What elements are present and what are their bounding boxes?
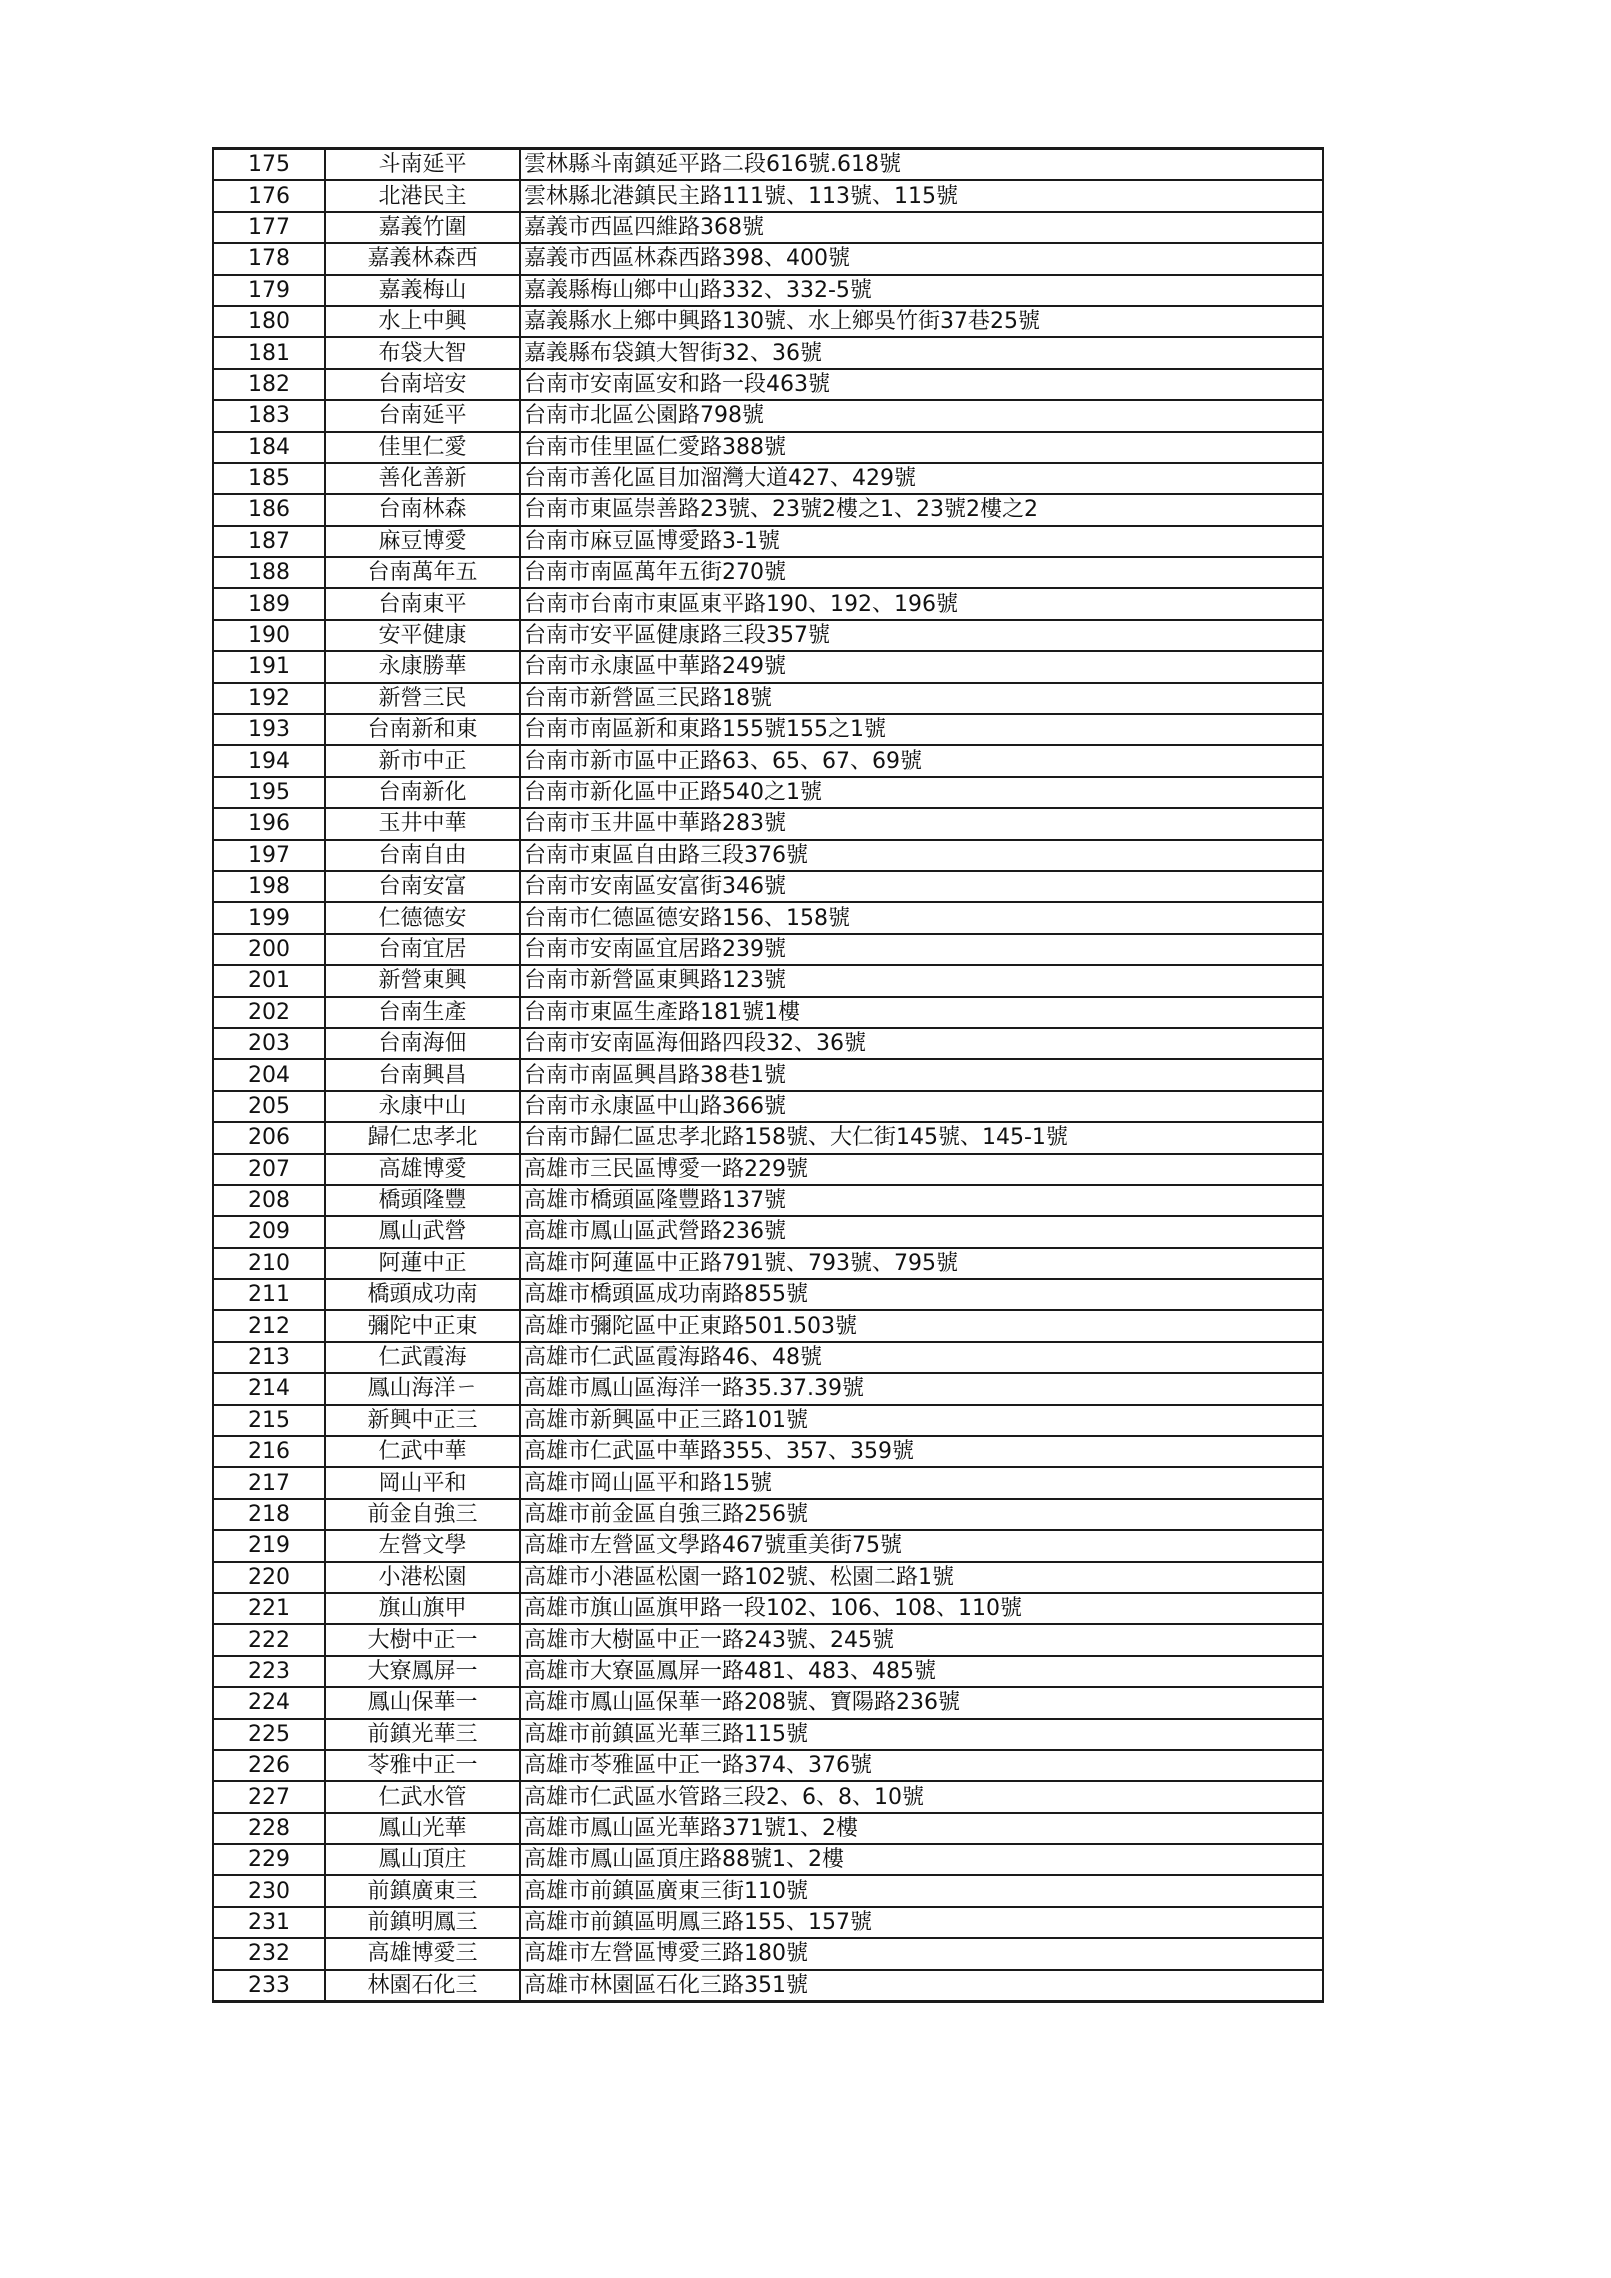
store-name-cell: 嘉義梅山 (325, 275, 520, 306)
store-name-cell: 台南培安 (325, 369, 520, 400)
row-number-cell: 214 (213, 1373, 325, 1404)
table-row (213, 306, 1323, 337)
table-row (213, 463, 1323, 494)
row-number-cell: 224 (213, 1687, 325, 1718)
row-number-cell: 191 (213, 651, 325, 682)
row-number-cell: 201 (213, 965, 325, 996)
store-name-cell: 新營三民 (325, 683, 520, 714)
row-number-cell: 196 (213, 808, 325, 839)
row-number-cell: 229 (213, 1844, 325, 1875)
address-cell: 台南市歸仁區忠孝北路158號、大仁街145號、145-1號 (520, 1122, 1323, 1153)
address-cell: 台南市安南區宜居路239號 (520, 934, 1323, 965)
store-name-cell: 永康中山 (325, 1091, 520, 1122)
row-number-cell: 212 (213, 1310, 325, 1341)
store-name-cell: 鳳山保華一 (325, 1687, 520, 1718)
table-row (213, 965, 1323, 996)
address-cell: 雲林縣斗南鎮延平路二段616號.618號 (520, 149, 1323, 181)
row-number-cell: 181 (213, 337, 325, 368)
row-number-cell: 202 (213, 997, 325, 1028)
table-row (213, 1562, 1323, 1593)
store-name-cell: 台南林森 (325, 494, 520, 525)
store-name-cell: 阿蓮中正 (325, 1248, 520, 1279)
row-number-cell: 197 (213, 840, 325, 871)
table-row (213, 1467, 1323, 1498)
store-name-cell: 鳳山海洋ㄧ (325, 1373, 520, 1404)
store-name-cell: 彌陀中正東 (325, 1310, 520, 1341)
store-name-cell: 嘉義竹圍 (325, 212, 520, 243)
row-number-cell: 230 (213, 1875, 325, 1906)
store-name-cell: 仁德德安 (325, 902, 520, 933)
row-number-cell: 192 (213, 683, 325, 714)
store-name-cell: 佳里仁愛 (325, 432, 520, 463)
table-row (213, 1373, 1323, 1404)
address-cell: 台南市新營區東興路123號 (520, 965, 1323, 996)
table-row (213, 1624, 1323, 1655)
address-cell: 高雄市大寮區鳳屏一路481、483、485號 (520, 1656, 1323, 1687)
address-cell: 高雄市岡山區平和路15號 (520, 1467, 1323, 1498)
row-number-cell: 190 (213, 620, 325, 651)
store-name-cell: 台南安富 (325, 871, 520, 902)
row-number-cell: 226 (213, 1750, 325, 1781)
store-name-cell: 鳳山武營 (325, 1216, 520, 1247)
table-row (213, 1844, 1323, 1875)
address-cell: 高雄市前鎮區廣東三街110號 (520, 1875, 1323, 1906)
address-cell: 台南市永康區中山路366號 (520, 1091, 1323, 1122)
table-row (213, 1687, 1323, 1718)
store-name-cell: 仁武中華 (325, 1436, 520, 1467)
address-cell: 高雄市橋頭區隆豐路137號 (520, 1185, 1323, 1216)
table-row (213, 871, 1323, 902)
address-cell: 嘉義縣梅山鄉中山路332、332-5號 (520, 275, 1323, 306)
table-row (213, 808, 1323, 839)
row-number-cell: 186 (213, 494, 325, 525)
address-cell: 台南市佳里區仁愛路388號 (520, 432, 1323, 463)
address-cell: 高雄市前鎮區光華三路115號 (520, 1719, 1323, 1750)
table-row (213, 1059, 1323, 1090)
store-name-cell: 前鎮光華三 (325, 1719, 520, 1750)
store-name-cell: 台南延平 (325, 400, 520, 431)
address-cell: 台南市新營區三民路18號 (520, 683, 1323, 714)
address-cell: 高雄市小港區松園一路102號、松園二路1號 (520, 1562, 1323, 1593)
store-name-cell: 左營文學 (325, 1530, 520, 1561)
table-row (213, 180, 1323, 211)
address-cell: 台南市安平區健康路三段357號 (520, 620, 1323, 651)
store-name-cell: 台南新化 (325, 777, 520, 808)
table-row (213, 1875, 1323, 1906)
row-number-cell: 189 (213, 588, 325, 619)
table-row (213, 1719, 1323, 1750)
row-number-cell: 232 (213, 1938, 325, 1969)
table-row (213, 526, 1323, 557)
row-number-cell: 227 (213, 1781, 325, 1812)
address-cell: 嘉義市西區四維路368號 (520, 212, 1323, 243)
store-name-cell: 橋頭隆豐 (325, 1185, 520, 1216)
store-name-cell: 小港松園 (325, 1562, 520, 1593)
address-cell: 高雄市大樹區中正一路243號、245號 (520, 1624, 1323, 1655)
store-name-cell: 橋頭成功南 (325, 1279, 520, 1310)
store-name-cell: 新營東興 (325, 965, 520, 996)
store-name-cell: 前鎮廣東三 (325, 1875, 520, 1906)
address-cell: 台南市仁德區德安路156、158號 (520, 902, 1323, 933)
store-name-cell: 台南生產 (325, 997, 520, 1028)
table-row (213, 1499, 1323, 1530)
store-name-cell: 善化善新 (325, 463, 520, 494)
row-number-cell: 199 (213, 902, 325, 933)
row-number-cell: 194 (213, 745, 325, 776)
address-cell: 台南市南區興昌路38巷1號 (520, 1059, 1323, 1090)
address-cell: 台南市安南區海佃路四段32、36號 (520, 1028, 1323, 1059)
row-number-cell: 206 (213, 1122, 325, 1153)
table-row (213, 1656, 1323, 1687)
row-number-cell: 228 (213, 1813, 325, 1844)
table-row (213, 651, 1323, 682)
address-cell: 台南市東區自由路三段376號 (520, 840, 1323, 871)
table-row (213, 1436, 1323, 1467)
table-row (213, 1342, 1323, 1373)
row-number-cell: 233 (213, 1970, 325, 2002)
address-cell: 高雄市三民區博愛一路229號 (520, 1154, 1323, 1185)
address-cell: 高雄市仁武區霞海路46、48號 (520, 1342, 1323, 1373)
address-cell: 台南市麻豆區博愛路3-1號 (520, 526, 1323, 557)
row-number-cell: 204 (213, 1059, 325, 1090)
table-row (213, 1310, 1323, 1341)
store-name-cell: 台南海佃 (325, 1028, 520, 1059)
table-row (213, 714, 1323, 745)
address-cell: 嘉義縣布袋鎮大智街32、36號 (520, 337, 1323, 368)
address-cell: 高雄市林園區石化三路351號 (520, 1970, 1323, 2002)
table-row (213, 1091, 1323, 1122)
row-number-cell: 215 (213, 1405, 325, 1436)
table-row (213, 1154, 1323, 1185)
address-cell: 台南市北區公園路798號 (520, 400, 1323, 431)
row-number-cell: 200 (213, 934, 325, 965)
table-row (213, 934, 1323, 965)
row-number-cell: 175 (213, 149, 325, 181)
address-cell: 高雄市橋頭區成功南路855號 (520, 1279, 1323, 1310)
row-number-cell: 187 (213, 526, 325, 557)
store-name-cell: 林園石化三 (325, 1970, 520, 2002)
row-number-cell: 193 (213, 714, 325, 745)
store-name-cell: 仁武水管 (325, 1781, 520, 1812)
address-cell: 台南市安南區安和路一段463號 (520, 369, 1323, 400)
store-name-cell: 新市中正 (325, 745, 520, 776)
store-name-cell: 旗山旗甲 (325, 1593, 520, 1624)
store-name-cell: 永康勝華 (325, 651, 520, 682)
table-row (213, 149, 1323, 181)
table-row (213, 400, 1323, 431)
store-name-cell: 北港民主 (325, 180, 520, 211)
store-name-cell: 麻豆博愛 (325, 526, 520, 557)
address-cell: 高雄市鳳山區保華一路208號、寶陽路236號 (520, 1687, 1323, 1718)
row-number-cell: 195 (213, 777, 325, 808)
store-name-cell: 苓雅中正一 (325, 1750, 520, 1781)
row-number-cell: 177 (213, 212, 325, 243)
address-cell: 高雄市左營區文學路467號重美街75號 (520, 1530, 1323, 1561)
address-cell: 台南市新市區中正路63、65、67、69號 (520, 745, 1323, 776)
address-cell: 高雄市阿蓮區中正路791號、793號、795號 (520, 1248, 1323, 1279)
table-row (213, 1279, 1323, 1310)
table-row (213, 1405, 1323, 1436)
address-cell: 高雄市鳳山區頂庄路88號1、2樓 (520, 1844, 1323, 1875)
row-number-cell: 213 (213, 1342, 325, 1373)
row-number-cell: 198 (213, 871, 325, 902)
address-cell: 台南市台南市東區東平路190、192、196號 (520, 588, 1323, 619)
table-row (213, 557, 1323, 588)
row-number-cell: 183 (213, 400, 325, 431)
table-row (213, 1593, 1323, 1624)
row-number-cell: 205 (213, 1091, 325, 1122)
store-name-cell: 前金自強三 (325, 1499, 520, 1530)
address-cell: 高雄市仁武區水管路三段2、6、8、10號 (520, 1781, 1323, 1812)
row-number-cell: 184 (213, 432, 325, 463)
table-row (213, 1530, 1323, 1561)
store-name-cell: 岡山平和 (325, 1467, 520, 1498)
address-cell: 台南市玉井區中華路283號 (520, 808, 1323, 839)
store-name-cell: 高雄博愛 (325, 1154, 520, 1185)
table-row (213, 1216, 1323, 1247)
store-name-cell: 大寮鳳屏一 (325, 1656, 520, 1687)
store-name-cell: 台南新和東 (325, 714, 520, 745)
store-name-cell: 前鎮明鳳三 (325, 1907, 520, 1938)
table-row (213, 1970, 1323, 2002)
table-row (213, 1185, 1323, 1216)
store-name-cell: 安平健康 (325, 620, 520, 651)
row-number-cell: 179 (213, 275, 325, 306)
row-number-cell: 207 (213, 1154, 325, 1185)
row-number-cell: 216 (213, 1436, 325, 1467)
table-row (213, 212, 1323, 243)
table-row (213, 1248, 1323, 1279)
store-name-cell: 台南宜居 (325, 934, 520, 965)
table-row (213, 997, 1323, 1028)
row-number-cell: 178 (213, 243, 325, 274)
store-name-cell: 玉井中華 (325, 808, 520, 839)
table-row (213, 777, 1323, 808)
address-cell: 高雄市旗山區旗甲路一段102、106、108、110號 (520, 1593, 1323, 1624)
table-row (213, 369, 1323, 400)
address-cell: 台南市新化區中正路540之1號 (520, 777, 1323, 808)
row-number-cell: 180 (213, 306, 325, 337)
table-row (213, 432, 1323, 463)
address-cell: 高雄市鳳山區海洋一路35.37.39號 (520, 1373, 1323, 1404)
address-cell: 高雄市前鎮區明鳳三路155、157號 (520, 1907, 1323, 1938)
table-row (213, 275, 1323, 306)
table-row (213, 745, 1323, 776)
store-name-cell: 水上中興 (325, 306, 520, 337)
row-number-cell: 211 (213, 1279, 325, 1310)
store-name-cell: 台南東平 (325, 588, 520, 619)
row-number-cell: 182 (213, 369, 325, 400)
address-cell: 高雄市鳳山區光華路371號1、2樓 (520, 1813, 1323, 1844)
address-cell: 雲林縣北港鎮民主路111號、113號、115號 (520, 180, 1323, 211)
table-row (213, 1750, 1323, 1781)
row-number-cell: 219 (213, 1530, 325, 1561)
row-number-cell: 185 (213, 463, 325, 494)
store-name-cell: 布袋大智 (325, 337, 520, 368)
table-row (213, 902, 1323, 933)
row-number-cell: 225 (213, 1719, 325, 1750)
address-cell: 台南市永康區中華路249號 (520, 651, 1323, 682)
address-cell: 高雄市前金區自強三路256號 (520, 1499, 1323, 1530)
table-row (213, 683, 1323, 714)
store-name-cell: 仁武霞海 (325, 1342, 520, 1373)
address-cell: 台南市南區新和東路155號155之1號 (520, 714, 1323, 745)
row-number-cell: 209 (213, 1216, 325, 1247)
address-cell: 台南市東區生產路181號1樓 (520, 997, 1323, 1028)
table-row (213, 494, 1323, 525)
row-number-cell: 231 (213, 1907, 325, 1938)
store-name-cell: 大樹中正一 (325, 1624, 520, 1655)
row-number-cell: 203 (213, 1028, 325, 1059)
address-cell: 嘉義縣水上鄉中興路130號、水上鄉吳竹街37巷25號 (520, 306, 1323, 337)
row-number-cell: 210 (213, 1248, 325, 1279)
address-cell: 台南市東區崇善路23號、23號2樓之1、23號2樓之2 (520, 494, 1323, 525)
store-name-cell: 歸仁忠孝北 (325, 1122, 520, 1153)
table-row (213, 620, 1323, 651)
table-row (213, 1781, 1323, 1812)
row-number-cell: 208 (213, 1185, 325, 1216)
address-cell: 台南市善化區目加溜灣大道427、429號 (520, 463, 1323, 494)
address-cell: 高雄市新興區中正三路101號 (520, 1405, 1323, 1436)
store-name-cell: 嘉義林森西 (325, 243, 520, 274)
table-body (213, 149, 1323, 2002)
table-row (213, 588, 1323, 619)
store-name-cell: 台南興昌 (325, 1059, 520, 1090)
store-name-cell: 新興中正三 (325, 1405, 520, 1436)
row-number-cell: 220 (213, 1562, 325, 1593)
address-cell: 高雄市鳳山區武營路236號 (520, 1216, 1323, 1247)
table-row (213, 1028, 1323, 1059)
table-row (213, 1813, 1323, 1844)
row-number-cell: 188 (213, 557, 325, 588)
store-address-table (212, 147, 1324, 2003)
row-number-cell: 176 (213, 180, 325, 211)
row-number-cell: 222 (213, 1624, 325, 1655)
store-name-cell: 高雄博愛三 (325, 1938, 520, 1969)
table-row (213, 1907, 1323, 1938)
address-cell: 高雄市彌陀區中正東路501.503號 (520, 1310, 1323, 1341)
table-row (213, 243, 1323, 274)
address-cell: 高雄市仁武區中華路355、357、359號 (520, 1436, 1323, 1467)
store-name-cell: 台南自由 (325, 840, 520, 871)
table-row (213, 337, 1323, 368)
row-number-cell: 221 (213, 1593, 325, 1624)
table-row (213, 840, 1323, 871)
address-cell: 台南市南區萬年五街270號 (520, 557, 1323, 588)
store-name-cell: 鳳山頂庄 (325, 1844, 520, 1875)
table-row (213, 1122, 1323, 1153)
address-cell: 高雄市苓雅區中正一路374、376號 (520, 1750, 1323, 1781)
row-number-cell: 218 (213, 1499, 325, 1530)
row-number-cell: 217 (213, 1467, 325, 1498)
store-name-cell: 台南萬年五 (325, 557, 520, 588)
address-cell: 嘉義市西區林森西路398、400號 (520, 243, 1323, 274)
row-number-cell: 223 (213, 1656, 325, 1687)
address-cell: 台南市安南區安富街346號 (520, 871, 1323, 902)
store-name-cell: 鳳山光華 (325, 1813, 520, 1844)
address-cell: 高雄市左營區博愛三路180號 (520, 1938, 1323, 1969)
table-row (213, 1938, 1323, 1969)
store-name-cell: 斗南延平 (325, 149, 520, 181)
